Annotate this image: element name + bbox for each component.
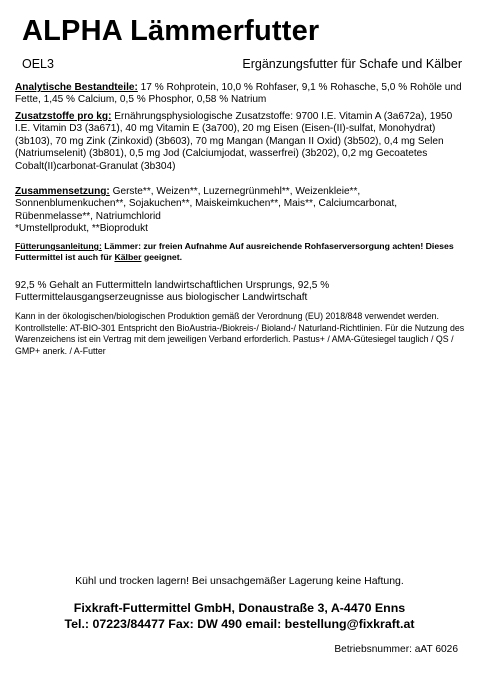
company-contact: Tel.: 07223/84477 Fax: DW 490 email: bestellung@fixkraft.at	[64, 617, 415, 631]
analytical-label: Analytische Bestandteile:	[15, 82, 138, 93]
registration-number: Betriebsnummer: aAT 6026	[334, 644, 458, 655]
composition-label: Zusammensetzung:	[15, 186, 110, 197]
company-address: Fixkraft-Futtermittel GmbH, Donaustraße 3, A-4470 Enns	[73, 601, 406, 615]
feeding-emphasis: Kälber	[114, 252, 142, 263]
analytical-text: 17 % Rohprotein, 10,0 % Rohfaser, 9,1 % Rohasche, 5,0 % Rohöle und Fette, 1,45 % Calcium, 0,5 % Phosphor, 0,58 % Natrium	[15, 82, 462, 106]
analytical-constituents	[15, 82, 465, 107]
product-subtitle: Ergänzungsfutter für Schafe und Kälber	[242, 57, 462, 71]
feeding-label: Fütterungsanleitung:	[15, 241, 102, 251]
composition-note: *Umstellprodukt, **Bioprodukt	[15, 223, 148, 235]
feeding-text-2: geeignet.	[141, 252, 183, 263]
product-title: ALPHA Lämmerfutter	[22, 15, 320, 47]
feeding-text-1: Lämmer: zur freien Aufnahme Auf ausreichende Rohfaserversorgung achten! Dieses Futtermittel ist auch für	[15, 241, 454, 263]
composition-text: Gerste**, Weizen**, Luzernegrünmehl**, Weizenkleie**, Sonnenblumenkuchen**, Sojakuchen**, Maiskeimkuchen**, Mais**, Calciumcarbonat, Rübenmelasse**, Natriumchlorid	[15, 186, 398, 222]
storage-note: Kühl und trocken lagern! Bei unsachgemäßer Lagerung keine Haftung.	[75, 575, 404, 587]
feeding-instructions	[15, 241, 465, 264]
additives-text: Ernährungsphysiologische Zusatzstoffe: 9700 I.E. Vitamin A (3a672a), 1950 I.E. Vitamin D3 (3a671), 40 mg Vitamin E (3a700), 20 mg Eisen (Eisen-(II)-sulfat, Monohydrat) (3b103), 70 mg Zink (Zinkoxid) (3b603), 70 mg Mangan (Mangan II Oxid) (3b502), 0,4 mg Selen (Natriumselenit) (3b801), 0,5 mg Jod (Calciumjodat, wasserfrei) (3b202), 0,2 mg Gecoatetes Cobalt(II)carbonat-Granulat (3b304)	[15, 111, 453, 172]
product-code: OEL3	[22, 57, 54, 71]
composition-section	[15, 186, 465, 236]
additives-label: Zusatzstoffe pro kg:	[15, 111, 112, 122]
additives-section	[15, 111, 465, 173]
origin-statement: 92,5 % Gehalt an Futtermitteln landwirtschaftlichen Ursprungs, 92,5 % Futtermittelausgangserzeugnisse aus biologischer Landwirtschaft	[15, 280, 330, 304]
legal-statement: Kann in der ökologischen/biologischen Produktion gemäß der Verordnung (EU) 2018/848 verwendet werden. Kontrollstelle: AT-BIO-301 Entspricht den BioAustria-/Biokreis-/ Bioland-/ Naturland-Richtlinien. Für die Nutzung des Warenzeichens ist ein Vertrag mit dem jeweiligen Verband erforderlich. Pastus+ / AMA-Gütesiegel tauglich / QS / GMP+ anerk. / A-Futter	[15, 311, 465, 356]
